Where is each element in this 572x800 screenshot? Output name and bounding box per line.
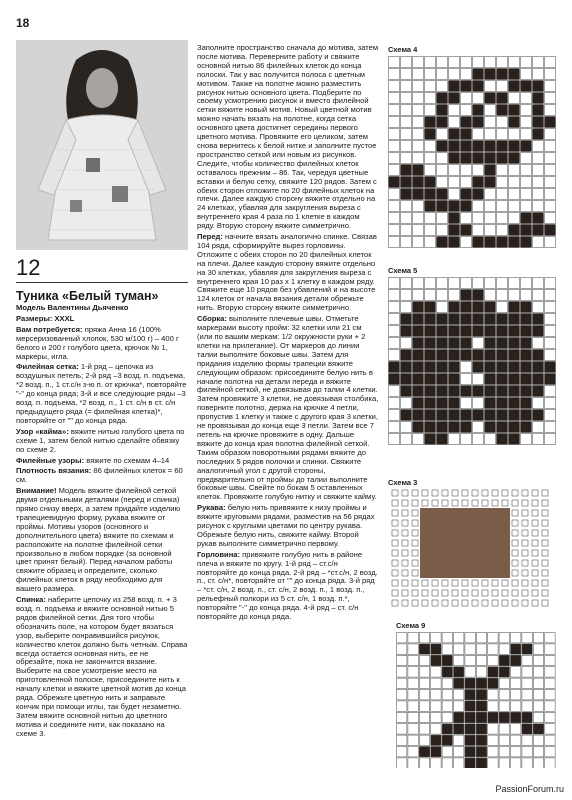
model-number: 12: [16, 255, 41, 280]
watermark: PassionForum.ru: [495, 784, 564, 794]
density-label: Плотность вязания:: [16, 466, 92, 476]
author-line: Модель Валентины Дьяченко: [16, 303, 129, 312]
title-divider: [16, 282, 188, 283]
back-label: Спинка:: [16, 595, 46, 605]
neck-label: Горловина:: [197, 549, 241, 559]
schema9-label: Схема 9: [396, 621, 426, 630]
model-photo-illustration: [16, 40, 188, 250]
materials-label: Вам потребуется:: [16, 324, 83, 334]
back-continued-text: Заполните пространство сначала до мотива, затем после мотива. Переверните работу и свяжите основной нитью 86 филейных клеток до конца полоски. Так у вас получится полоса с цветным мотивом. Также на полотне можно разместить рисунок нитью основного цвета. Подберите по своему усмотрению рисунок и вместо филейной сетки вяжите новый мотив. Новый цветной мотив можно начать вязать на полотне, когда сетка основного цвета достигнет середины первого цветного мотива. Провяжите его целиком, затем снова вернитесь к белой нитке и заполните пустое пространство сеткой или новым из рисунков. Следите, чтобы количество филейных клеток оставалось прежним – 86. Так, чередуя цветные вставки и белую сетку, свяжите 120 рядов. Затем с обеих сторон отложите по 20 филейных клеток на плечи. Далее каждую сторону вяжите отдельно на 24 клетках, убавляя для закругления выреза с внутреннего края 4 раза по 1 клетке в каждом ряду. Вторую сторону вяжите симметрично.: [197, 43, 379, 231]
schema4-label: Схема 4: [388, 45, 418, 54]
filet-label: Филейные узоры:: [16, 455, 85, 465]
schema4-chart: [388, 56, 556, 248]
materials-text: пряжа Анна 16 (100% мерсеризованный хлопок, 530 м/100 г) – 400 г белого и 200 г голубого цвета, крючок № 1, маркеры, игла.: [16, 324, 179, 361]
back-text: наберите цепочку из 258 возд. п. + 3 возд. п. подъема и вяжите основной нитью 5 рядов филейной сетки. Для того чтобы обозначить поле, на котором будет вязаться узор, выберите понравившийся рисунок, количество клеток должно быть четным. Справа всегда остается основная нить, ее не обрезайте, пока не закончится вязание. Выберите на свое усмотрение место на приготовленной полоске, присоедините нить к началу клетки и вяжите цветной мотив до конца ряда. Обрежьте цветную нить и заправьте кончик при помощи иглы, так будет незаметно. Затем вяжите основной нитью до цветного мотива и соедините нити, как показано на схеме 3.: [16, 595, 188, 738]
pattern-title: Туника «Белый туман»: [16, 289, 159, 303]
border-label: Узор «кайма»:: [16, 426, 69, 436]
density-text: 86 филейных клеток = 60 см.: [16, 466, 183, 485]
assembly-label: Сборка:: [197, 314, 227, 324]
front-text: начните вязать аналогично спинке. Связав 104 ряда, сформируйте вырез горловины. Отложите с обеих сторон по 20 филейных клеток на плечи. Далее каждую сторону вяжите отдельно на 30 клетках, убавляя для закругления выреза с внутреннего края 10 раз х 1 клетку в каждом ряду. Свяжите еще 10 рядов без убавлений и на высоте 124 клеток от начала вязания детали обрежьте нить. Вторую сторону вяжите симметрично.: [197, 232, 377, 313]
schema9-chart: [396, 632, 556, 768]
front-label: Перед:: [197, 232, 223, 242]
middle-column-text: [197, 44, 379, 624]
border-text: вяжите нитью голубого цвета по схеме 1, затем белой нитью сделайте обвязку по схеме 2.: [16, 426, 185, 454]
schema3-chart: [390, 488, 554, 612]
assembly-text: выполните плечевые швы. Отметьте маркерами высоту пройм: 32 клетки или 21 см (или по вашим меркам: 1/2 окружности руки + 2 клетки на прилегание). От маркеров до линии талии выполните боковые швы. Затем для придания изделию формы трапеции вяжите следующим образом: присоедините белую нить в начале полотна на детали переда и вяжите филейной сеткой, не довязывая до талии 4 клетки. Затем провяжите 3 клетки, не довязывая столбика, поверните полотно, держа на крючке 4 петли, пропустив 1 клетку и также с другого края 3 клетки, не провязывая до конца еще 3 петли. Затем все 7 петель на крючке провяжите в одну. Дальше вяжите до конца края полотна филейной сеткой. Таким образом поворотными рядами вяжите до последних 5 рядов полочки и спинки. Свяжите аналогичный угол с другой стороны, предварительно от проймы до талии выполните боковые швы. Свейте по бокам 5 оставленных клеток. Провяжите голубую нитку и свяжите кайму.: [197, 314, 379, 502]
neck-text: привяжите голубую нить в районе плеча и вяжите по кругу. 1-й ряд – ст.с/н повторяйте до конца ряда. 2-й ряд – *ст.с/н, 2 возд. п., ст. с/н*, повторяйте от "" до конца ряда. 3-й ряд – *ст. с/н, 2 возд. п., ст. с/н, 2 возд. п., 1 возд. п., рельефный полкори из 5 ст. с/н, 1 возд. п.*, повторяйте "-" до конца ряда. 4-й ряд – ст. с/н повторяйте до конца ряда.: [197, 549, 378, 622]
mesh-label: Филейная сетка:: [16, 362, 79, 372]
attention-label: Внимание!: [16, 486, 57, 496]
size-value: XXXL: [52, 313, 75, 323]
sleeve-label: Рукава:: [197, 503, 226, 513]
left-column-text: [16, 304, 188, 741]
sleeve-text: белую нить привяжите к низу проймы и вяжите круговыми рядами, разместив на 56 рядах рисунок с круглыми цветами по центру рукава. Обрежьте белую нить, свяжите кайму. Второй рукав выполните симметрично первому.: [197, 503, 375, 548]
schema5-label: Схема 5: [388, 266, 418, 275]
filet-text: вяжите по схемам 4–14: [84, 455, 170, 465]
schema3-label: Схема 3: [388, 478, 418, 487]
attention-text: Модель вяжите филейной сеткой двумя отдельными деталями (перед и спинка) прямо снизу вверх, а затем придайте изделию трапециевидную форму, рукава вяжите от проймы. Мотивы узоров (основного и дополнительного цвета) вяжите по схемам и расположите на полотне филейной сетки произвольно в любом порядке (за основной цвет принят белый). Перед началом работы свяжите образец и определите, сколько филейных клеток в ряду необходимо для вашего размера.: [16, 486, 181, 594]
page-number: 18: [16, 16, 30, 30]
schema5-chart: [388, 277, 556, 445]
size-label: Размеры:: [16, 313, 53, 323]
mesh-text: 1-й ряд – цепочка из воздушных петель; 2-й ряд –3 возд. п. подъема, *2 возд. п., 1 ст.с/н з-ю п. от крючка*, повторяйте "-" до конца ряда; 3-й и все следующие ряды –3 возд. п. подъема, *2 возд. п., 1 ст. с/н в ст. с/н предыдущего ряда (= филейная клетка)*, повторяйте от "" до конца ряда.: [16, 362, 187, 425]
model-photo: [16, 40, 188, 250]
